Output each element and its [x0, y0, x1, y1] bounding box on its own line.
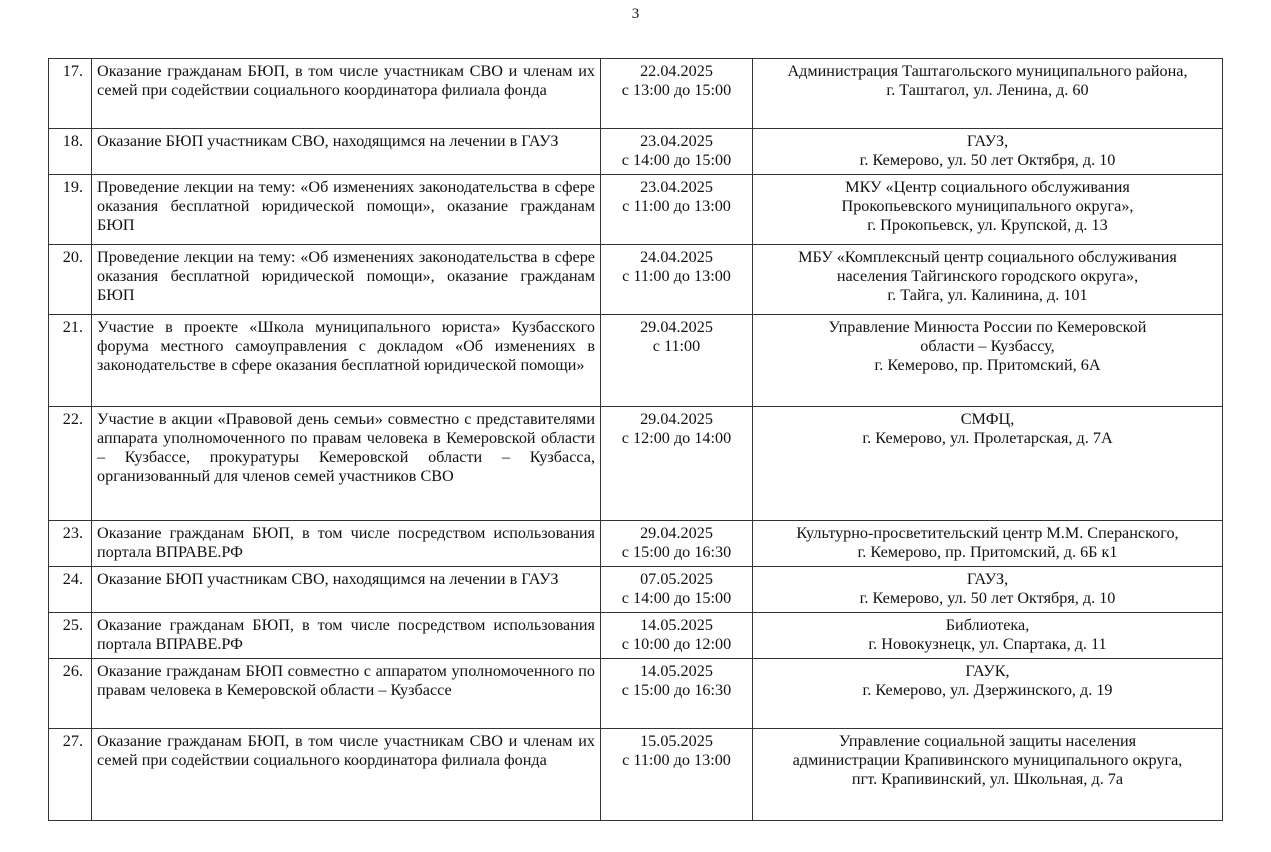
events-table — [48, 58, 1223, 821]
event-datetime — [601, 59, 753, 129]
location-line: ГАУК, — [965, 662, 1010, 680]
event-date: 29.04.2025 — [640, 410, 713, 428]
event-date: 15.05.2025 — [640, 732, 713, 750]
event-location — [753, 59, 1223, 129]
event-location — [753, 315, 1223, 407]
table-row — [49, 659, 1223, 729]
event-location — [753, 659, 1223, 729]
row-number: 17. — [49, 59, 92, 129]
location-line: г. Кемерово, пр. Притомский, 6А — [874, 356, 1101, 374]
event-time: с 10:00 до 12:00 — [621, 635, 732, 653]
event-location — [753, 175, 1223, 245]
event-date: 14.05.2025 — [640, 662, 713, 680]
location-line: пгт. Крапивинский, ул. Школьная, д. 7а — [851, 770, 1124, 788]
location-line: ГАУЗ, — [966, 570, 1009, 588]
location-line: г. Кемерово, ул. 50 лет Октября, д. 10 — [859, 151, 1116, 169]
event-date: 29.04.2025 — [640, 524, 713, 542]
event-time: с 15:00 до 16:30 — [621, 681, 732, 699]
table-row — [49, 729, 1223, 821]
location-line: г. Кемерово, ул. Дзержинского, д. 19 — [862, 681, 1113, 699]
event-description: Оказание БЮП участникам СВО, находящимся на лечении в ГАУЗ — [92, 567, 601, 613]
row-number: 23. — [49, 521, 92, 567]
event-description: Оказание БЮП участникам СВО, находящимся на лечении в ГАУЗ — [92, 129, 601, 175]
event-location — [753, 407, 1223, 521]
event-description: Оказание гражданам БЮП, в том числе посредством использования портала ВПРАВЕ.РФ — [92, 521, 601, 567]
event-datetime — [601, 659, 753, 729]
event-datetime — [601, 175, 753, 245]
location-line: г. Кемерово, пр. Притомский, д. 6Б к1 — [857, 543, 1118, 561]
event-datetime — [601, 729, 753, 821]
event-date: 14.05.2025 — [640, 616, 713, 634]
event-time: с 11:00 до 13:00 — [622, 751, 731, 769]
event-description: Оказание гражданам БЮП, в том числе участникам СВО и членам их семей при содействии социального координатора филиала фонда — [92, 729, 601, 821]
event-time: с 13:00 до 15:00 — [621, 81, 732, 99]
event-datetime — [601, 613, 753, 659]
event-date: 29.04.2025 — [640, 318, 713, 336]
event-location — [753, 729, 1223, 821]
event-date: 07.05.2025 — [640, 570, 713, 588]
row-number: 22. — [49, 407, 92, 521]
location-line: Управление социальной защиты населения — [838, 732, 1137, 750]
event-time: с 14:00 до 15:00 — [621, 589, 732, 607]
row-number: 27. — [49, 729, 92, 821]
event-date: 23.04.2025 — [640, 132, 713, 150]
location-line: Прокопьевского муниципального округа», — [841, 197, 1134, 215]
location-line: Управление Минюста России по Кемеровской — [828, 318, 1147, 336]
row-number: 26. — [49, 659, 92, 729]
event-date: 24.04.2025 — [640, 248, 713, 266]
event-description: Участие в акции «Правовой день семьи» совместно с представителями аппарата уполномоченного по правам человека в Кемеровской области – Кузбассе, прокуратуры Кемеровской области – Кузбасса, организованный для членов семей участников СВО — [92, 407, 601, 521]
location-line: Библиотека, — [945, 616, 1030, 634]
event-time: с 12:00 до 14:00 — [621, 429, 732, 447]
event-location — [753, 521, 1223, 567]
events-table-body — [49, 59, 1223, 821]
table-row — [49, 175, 1223, 245]
event-datetime — [601, 129, 753, 175]
location-line: СМФЦ, — [960, 410, 1015, 428]
table-row — [49, 59, 1223, 129]
event-description: Оказание гражданам БЮП совместно с аппаратом уполномоченного по правам человека в Кемеровской области – Кузбассе — [92, 659, 601, 729]
location-line: г. Прокопьевск, ул. Крупской, д. 13 — [867, 216, 1108, 234]
table-row — [49, 245, 1223, 315]
table-row — [49, 567, 1223, 613]
location-line: населения Тайгинского городского округа», — [836, 267, 1139, 285]
event-time: с 11:00 до 13:00 — [622, 197, 731, 215]
event-description: Проведение лекции на тему: «Об изменениях законодательства в сфере оказания бесплатной юридической помощи», оказание гражданам БЮП — [92, 245, 601, 315]
table-row — [49, 521, 1223, 567]
event-location — [753, 613, 1223, 659]
event-description: Оказание гражданам БЮП, в том числе участникам СВО и членам их семей при содействии социального координатора филиала фонда — [92, 59, 601, 129]
table-row — [49, 613, 1223, 659]
event-datetime — [601, 245, 753, 315]
event-time: с 15:00 до 16:30 — [621, 543, 732, 561]
table-row — [49, 315, 1223, 407]
event-time: с 11:00 — [652, 337, 701, 355]
event-description: Участие в проекте «Школа муниципального юриста» Кузбасского форума местного самоуправления с докладом «Об изменениях в законодательстве в сфере оказания бесплатной юридической помощи» — [92, 315, 601, 407]
location-line: области – Кузбассу, — [920, 337, 1055, 355]
table-row — [49, 129, 1223, 175]
table-row — [49, 407, 1223, 521]
location-line: администрации Крапивинского муниципального округа, — [792, 751, 1183, 769]
location-line: ГАУЗ, — [966, 132, 1009, 150]
location-line: г. Таштагол, ул. Ленина, д. 60 — [886, 81, 1089, 99]
location-line: г. Новокузнецк, ул. Спартака, д. 11 — [868, 635, 1107, 653]
event-datetime — [601, 407, 753, 521]
row-number: 20. — [49, 245, 92, 315]
event-date: 22.04.2025 — [640, 62, 713, 80]
row-number: 25. — [49, 613, 92, 659]
location-line: Администрация Таштагольского муниципального района, — [787, 62, 1188, 80]
row-number: 18. — [49, 129, 92, 175]
event-time: с 11:00 до 13:00 — [622, 267, 731, 285]
row-number: 24. — [49, 567, 92, 613]
event-description: Проведение лекции на тему: «Об изменениях законодательства в сфере оказания бесплатной юридической помощи», оказание гражданам БЮП — [92, 175, 601, 245]
location-line: МБУ «Комплексный центр социального обслуживания — [798, 248, 1177, 266]
location-line: Культурно-просветительский центр М.М. Сперанского, — [796, 524, 1179, 542]
event-location — [753, 245, 1223, 315]
event-location — [753, 567, 1223, 613]
event-datetime — [601, 567, 753, 613]
row-number: 19. — [49, 175, 92, 245]
location-line: г. Тайга, ул. Калинина, д. 101 — [887, 286, 1088, 304]
row-number: 21. — [49, 315, 92, 407]
location-line: г. Кемерово, ул. 50 лет Октября, д. 10 — [859, 589, 1116, 607]
event-location — [753, 129, 1223, 175]
event-date: 23.04.2025 — [640, 178, 713, 196]
event-datetime — [601, 521, 753, 567]
location-line: МКУ «Центр социального обслуживания — [845, 178, 1130, 196]
page-number: 3 — [631, 6, 640, 22]
event-datetime — [601, 315, 753, 407]
event-description: Оказание гражданам БЮП, в том числе посредством использования портала ВПРАВЕ.РФ — [92, 613, 601, 659]
location-line: г. Кемерово, ул. Пролетарская, д. 7А — [862, 429, 1113, 447]
event-time: с 14:00 до 15:00 — [621, 151, 732, 169]
